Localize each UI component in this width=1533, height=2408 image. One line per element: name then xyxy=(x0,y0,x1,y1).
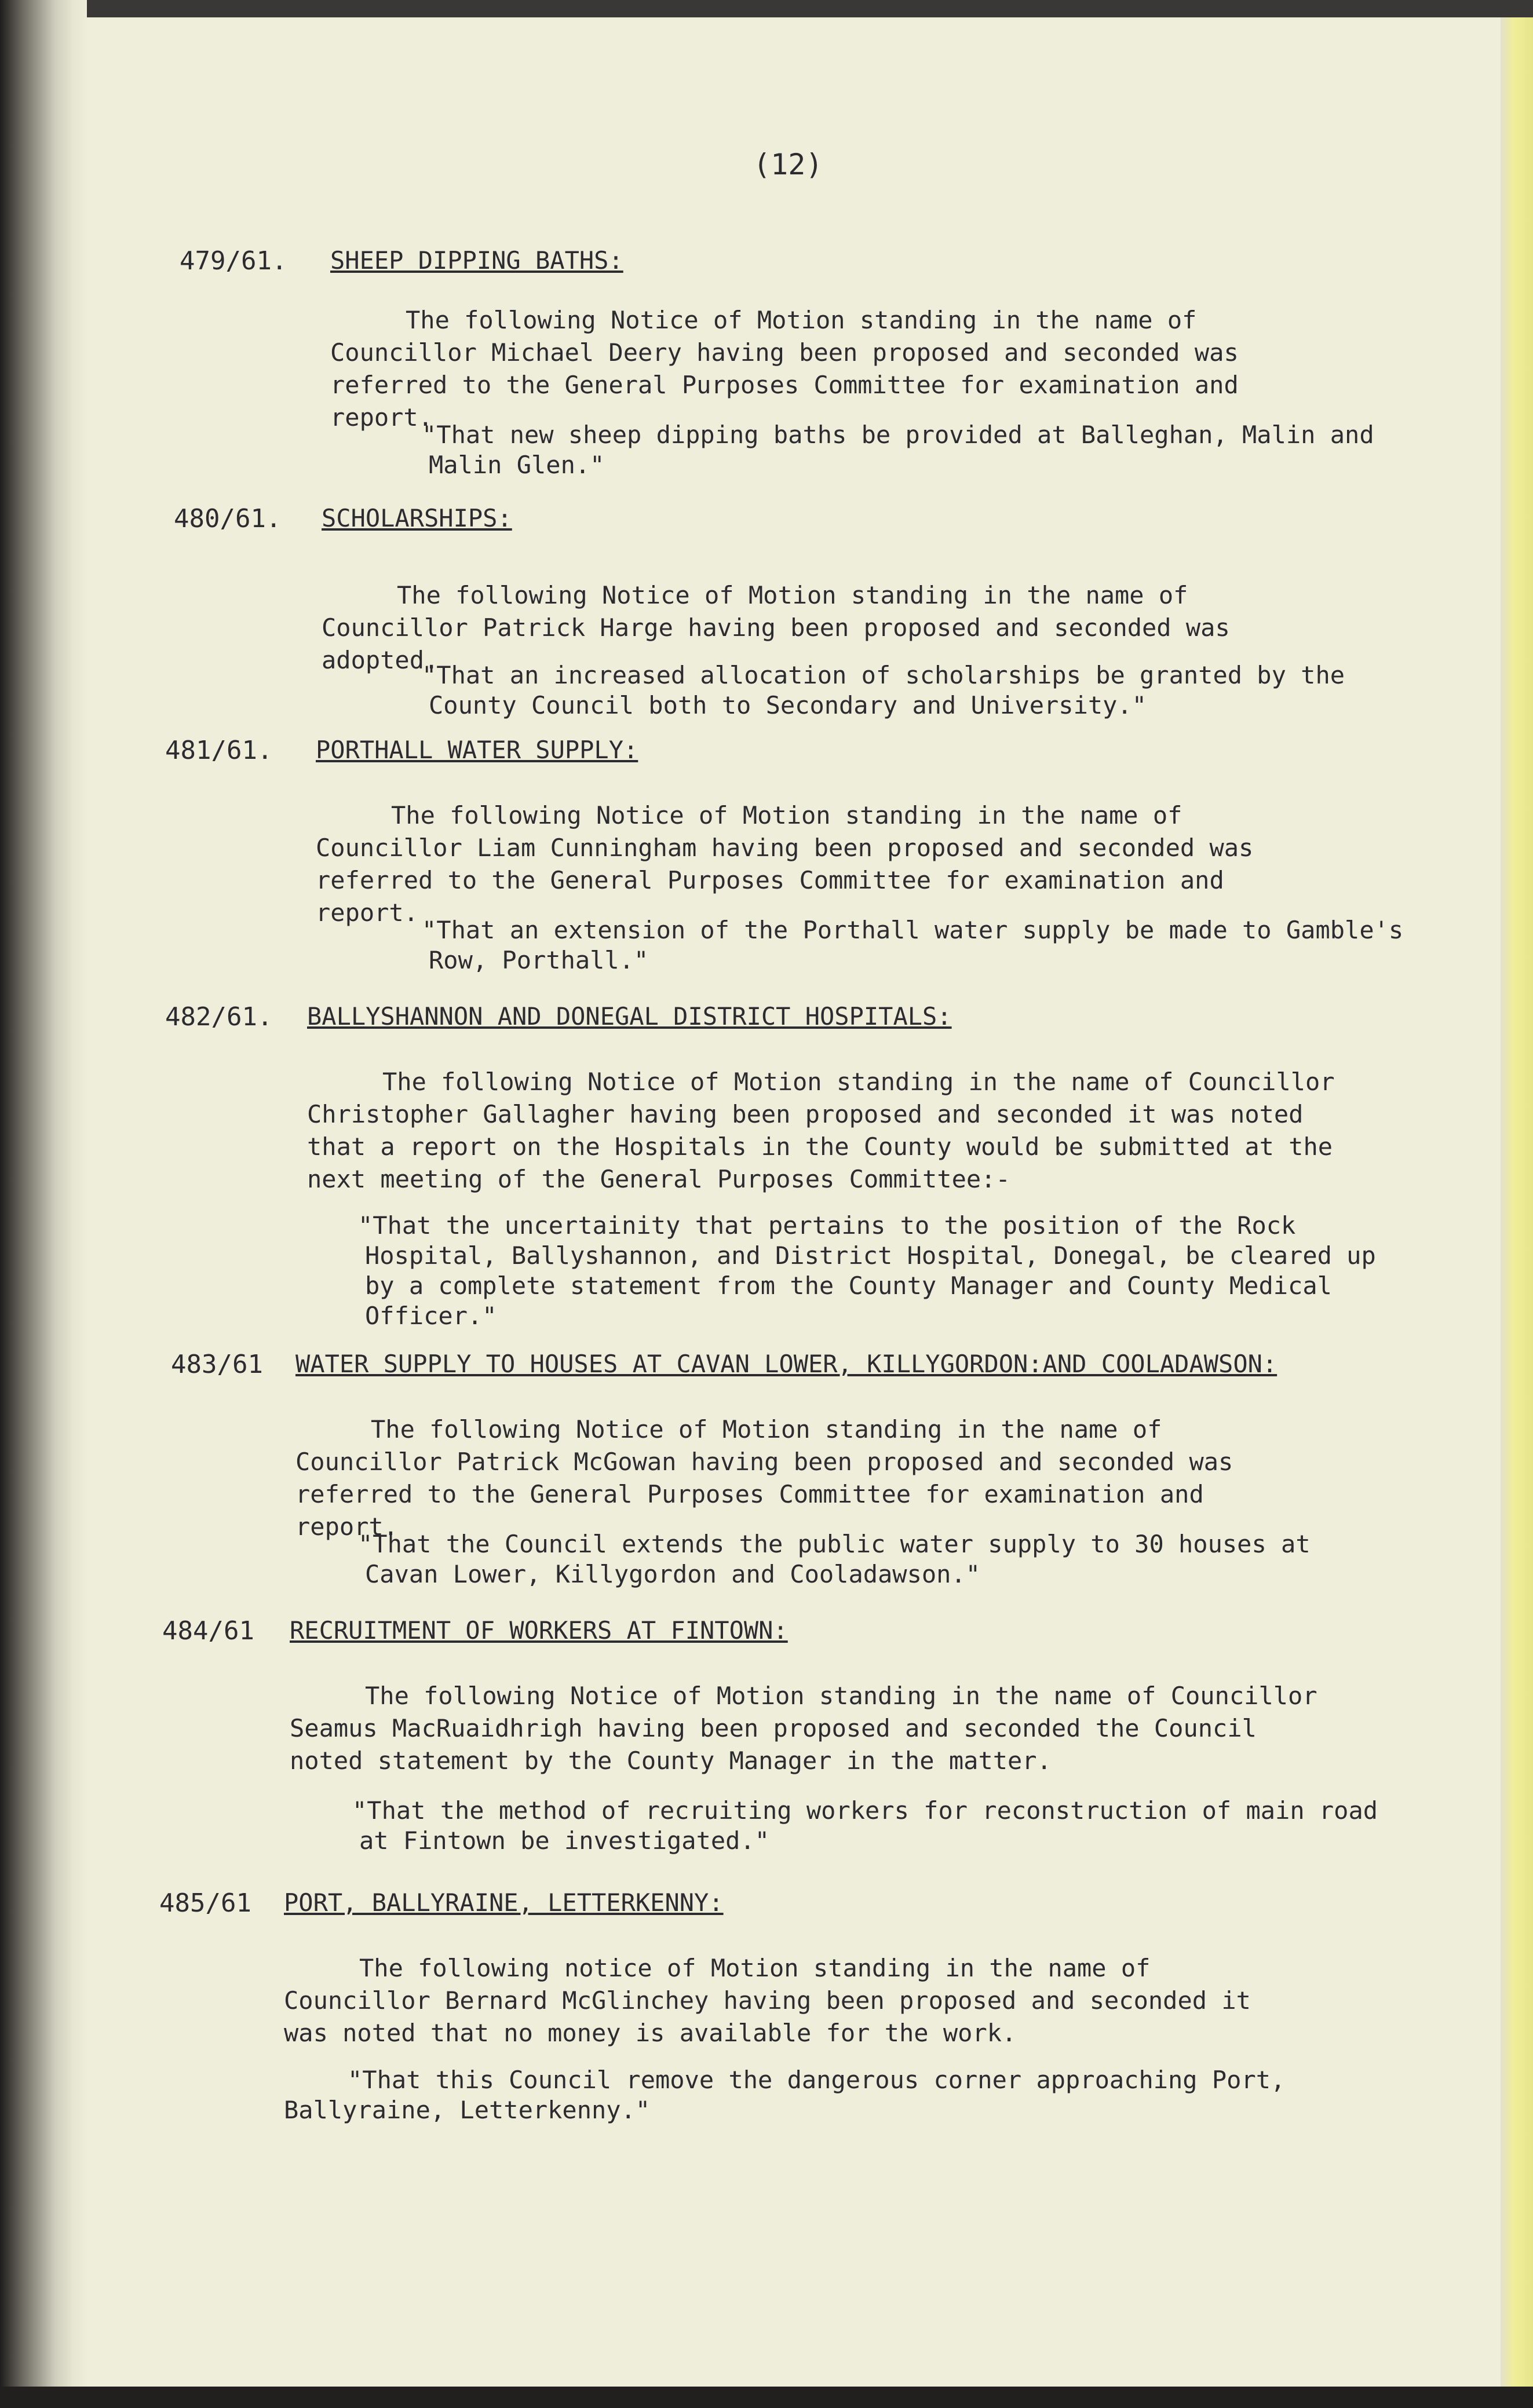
minute-body: The following Notice of Motion standing in the name of Councillor Michael Deery having been proposed and seconded was referred to the General Purposes Committee for examination and report. xyxy=(330,306,1239,432)
page-edge-strip xyxy=(1501,17,1533,2387)
minute-heading: SHEEP DIPPING BATHS: xyxy=(330,246,623,275)
minute-number: 484/61 xyxy=(162,1616,254,1646)
minute-body: The following Notice of Motion standing in the name of Councillor Patrick McGowan having been proposed and seconded was referred to the General Purposes Committee for examination and report. xyxy=(295,1415,1233,1541)
minute-body: The following Notice of Motion standing in the name of Councillor Seamus MacRuaidhrigh having been proposed and seconded the Council noted statement by the County Manager in the matter. xyxy=(290,1682,1317,1775)
minute-number: 483/61 xyxy=(171,1350,263,1379)
book-binding xyxy=(0,0,87,2408)
minute-heading: WATER SUPPLY TO HOUSES AT CAVAN LOWER, KILLYGORDON:AND COOLADAWSON: xyxy=(295,1350,1278,1378)
minute-number: 480/61. xyxy=(174,504,282,534)
minute-number: 479/61. xyxy=(180,246,287,276)
motion-quote: "That an increased allocation of scholarships be granted by the County Council both to Secondary and University." xyxy=(422,661,1345,719)
document-page xyxy=(87,17,1504,2387)
minute-body: The following Notice of Motion standing in the name of Councillor Christopher Gallagher having been proposed and seconded it was noted that a report on the Hospitals in the County would be submitted at the next meeting of the General Purposes Committee:- xyxy=(307,1068,1335,1193)
minute-number: 481/61. xyxy=(165,736,273,765)
minute-body: The following Notice of Motion standing in the name of Councillor Liam Cunningham having been proposed and seconded was referred to the General Purposes Committee for examination and report. xyxy=(316,801,1254,927)
minutes-document xyxy=(87,17,1501,2387)
minute-number: 485/61 xyxy=(159,1888,251,1918)
scan-bottom-edge xyxy=(0,2387,1533,2408)
motion-quote: "That new sheep dipping baths be provided at Balleghan, Malin and Malin Glen." xyxy=(422,421,1374,479)
page-number: (12) xyxy=(753,148,823,181)
minute-heading: SCHOLARSHIPS: xyxy=(322,504,512,532)
motion-quote: "That the uncertainity that pertains to the position of the Rock Hospital, Ballyshannon, and District Hospital, Donegal, be cleared up by a complete statement from the County Manager and County Medical Officer." xyxy=(358,1211,1376,1330)
motion-quote: "That the method of recruiting workers for reconstruction of main road at Fintown be investigated." xyxy=(352,1796,1378,1855)
minute-body: The following Notice of Motion standing in the name of Councillor Patrick Harge having been proposed and seconded was adopted. xyxy=(322,581,1230,674)
minute-heading: BALLYSHANNON AND DONEGAL DISTRICT HOSPITALS: xyxy=(307,1002,952,1031)
minute-heading: RECRUITMENT OF WORKERS AT FINTOWN: xyxy=(290,1616,788,1645)
minute-heading: PORT, BALLYRAINE, LETTERKENNY: xyxy=(284,1888,724,1917)
motion-quote: "That this Council remove the dangerous corner approaching Port, Ballyraine, Letterkenny." xyxy=(284,2066,1286,2124)
minute-heading: PORTHALL WATER SUPPLY: xyxy=(316,736,638,764)
motion-quote: "That the Council extends the public water supply to 30 houses at Cavan Lower, Killygordon and Cooladawson." xyxy=(358,1530,1311,1588)
minute-number: 482/61. xyxy=(165,1002,273,1032)
motion-quote: "That an extension of the Porthall water supply be made to Gamble's Row, Porthall." xyxy=(422,916,1404,974)
scan-top-edge xyxy=(0,0,1533,20)
minute-body: The following notice of Motion standing in the name of Councillor Bernard McGlinchey having been proposed and seconded it was noted that no money is available for the work. xyxy=(284,1954,1251,2047)
